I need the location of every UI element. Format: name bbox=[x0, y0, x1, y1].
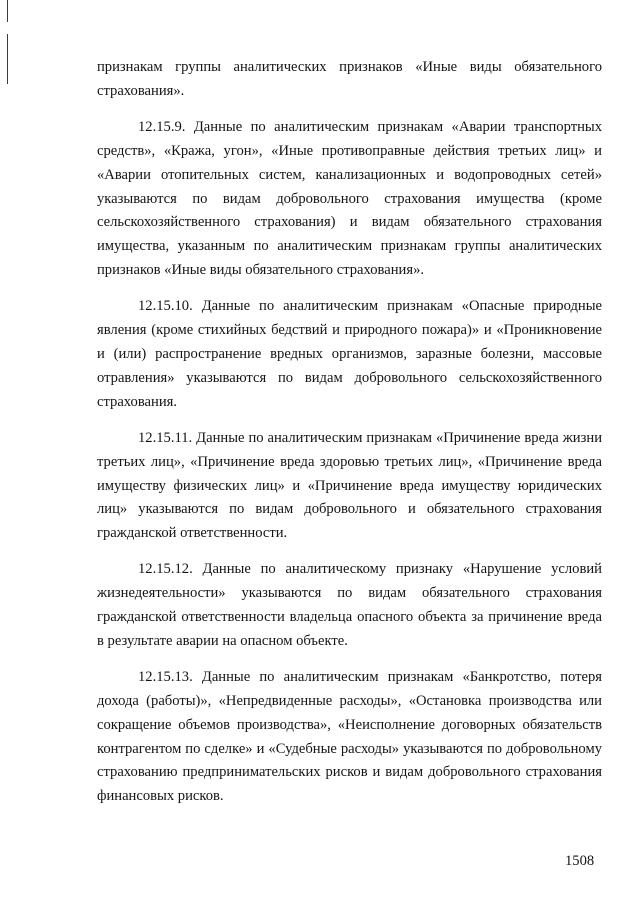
paragraph-12-15-9: 12.15.9. Данные по аналитическим признакам «Аварии транспортных средств», «Кража, угон», «Иные противоправные действия третьих лиц» и «Аварии отопительных систем, канализационных и водопроводных сетей» указываются по видам добровольного страхования имущества (кроме сельскохозяйственного страхования) и видам обязательного страхования имущества, указанным по аналитическим признакам группы аналитических признаков «Иные виды обязательного страхования». bbox=[97, 118, 602, 279]
margin-line-mark bbox=[7, 34, 8, 84]
paragraph-12-15-11: 12.15.11. Данные по аналитическим признакам «Причинение вреда жизни третьих лиц», «Причинение вреда здоровью третьих лиц», «Причинение вреда имуществу физических лиц» и «Причинение вреда имуществу юридических лиц» указываются по видам добровольного и обязательного страхования гражданской ответственности. bbox=[97, 429, 602, 542]
paragraph-12-15-12: 12.15.12. Данные по аналитическому признаку «Нарушение условий жизнедеятельности» указываются по видам обязательного страхования гражданской ответственности владельца опасного объекта за причинение вреда в результате аварии на опасном объекте. bbox=[97, 561, 602, 649]
paragraph-12-15-13: 12.15.13. Данные по аналитическим признакам «Банкротство, потеря дохода (работы)», «Непредвиденные расходы», «Остановка производства или сокращение объемов производства», «Неисполнение договорных обязательств контрагентом по сделке» и «Судебные расходы» указываются по добровольному страхованию предпринимательских рисков и видам добровольного страхования финансовых рисков. bbox=[97, 668, 602, 805]
margin-line-mark bbox=[7, 0, 8, 22]
paragraph-12-15-10: 12.15.10. Данные по аналитическим признакам «Опасные природные явления (кроме стихийных бедствий и природного пожара)» и «Проникновение и (или) распространение вредных организмов, заразные болезни, массовые отравления» указываются по видам добровольного сельскохозяйственного страхования. bbox=[97, 298, 602, 410]
paragraph-continuation: признакам группы аналитических признаков «Иные виды обязательного страхования». bbox=[97, 59, 602, 99]
document-body bbox=[97, 56, 602, 821]
page-number: 1508 bbox=[565, 853, 595, 869]
